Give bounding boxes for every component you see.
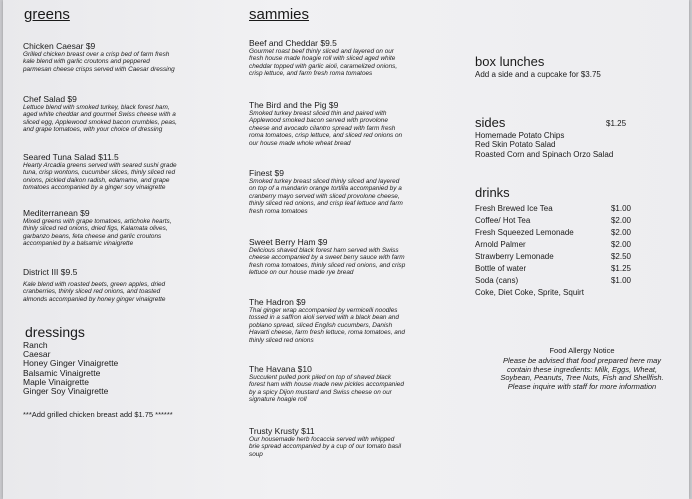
allergy-notice-text: Please be advised that food prepared here may contain these ingredients: Milk, Eggs, Wheat, Soybean, Peanuts, Tree Nuts, Fish and Shellfish. Please inquire with staff for more information xyxy=(500,356,664,391)
item-description: Smoked turkey breast sliced thinly sliced and layered on top of a mandarin orange tortilla accompanied by a cranberry mayo served with sliced provolone cheese, thinly sliced red onions, and crisp leaf lettuce and farm fresh roma tomatoes xyxy=(249,178,403,215)
drink-price: $2.00 xyxy=(610,228,631,237)
greens-heading: greens xyxy=(24,6,70,23)
drink-name: Fresh Brewed Ice Tea xyxy=(475,204,553,213)
drink-row xyxy=(475,204,631,213)
dressings-list: Ranch Caesar Honey Ginger Vinaigrette Balsamic Vinaigrette Maple Vinaigrette Ginger Soy Vinaigrette xyxy=(23,340,119,397)
sammies-heading: sammies xyxy=(249,6,310,23)
sides-list: Homemade Potato Chips Red Skin Potato Salad Roasted Corn and Spinach Orzo Salad xyxy=(475,131,614,159)
item-description: Grilled chicken breast over a crisp bed of farm fresh kale blend with garlic croutons and peppered parmesan cheese crisps served with Caesar dressing xyxy=(23,51,175,73)
item-description: Succulent pulled pork piled on top of shaved black forest ham with house made new pickles accompanied by a spicy Dijon mustard and Swiss cheese on our signature hoagie roll xyxy=(249,374,404,404)
menu-page xyxy=(3,0,689,499)
drink-name: Strawberry Lemonade xyxy=(475,252,554,261)
menu-item xyxy=(249,297,469,344)
drink-name: Arnold Palmer xyxy=(475,240,526,249)
item-name: The Havana $10 xyxy=(249,364,312,374)
drink-price: $1.00 xyxy=(610,204,631,213)
item-description: Smoked turkey breast sliced thin and paired with Applewood smoked bacon served with provolone cheese and avocado cilantro spread with farm fresh roma tomatoes, crisp lettuce, and sliced red onions on our house made whole wheat bread xyxy=(249,110,403,147)
item-description: Hearty Arcadia greens served with seared sushi grade tuna, crisp wontons, cucumber slices, thinly sliced red onions, pickled daikon radish, edamame, and grape tomatoes accompanied by a ginger soy vinaigrette xyxy=(23,162,177,192)
menu-item xyxy=(23,152,243,192)
item-name: Mediterranean $9 xyxy=(23,208,90,218)
drink-row xyxy=(475,276,631,285)
item-name: Sweet Berry Ham $9 xyxy=(249,237,328,247)
sides-price: $1.25 xyxy=(606,119,627,128)
box-lunches-heading: box lunches xyxy=(475,54,545,69)
drink-row xyxy=(475,216,631,225)
item-name: Trusty Krusty $11 xyxy=(249,426,315,436)
drink-row xyxy=(475,240,631,249)
menu-item xyxy=(23,208,243,248)
drink-name: Coke, Diet Coke, Sprite, Squirt xyxy=(475,288,584,297)
drink-row xyxy=(475,228,631,237)
drink-price: $1.00 xyxy=(610,276,631,285)
drink-price: $2.00 xyxy=(610,240,631,249)
item-description: Thai ginger wrap accompanied by vermicelli noodles tossed in a saffron aioli served with a black bean and poblano spread, sliced English cucumbers, Danish Havarti cheese, farm fresh lettuce, roma tomatoes, and thinly sliced red onions xyxy=(249,307,405,344)
menu-item xyxy=(23,41,243,73)
item-name: District III $9.5 xyxy=(23,267,78,277)
menu-item xyxy=(249,426,469,458)
item-description: Kale blend with roasted beets, green apples, dried cranberries, thinly sliced red onions, and toasted almonds accompanied by honey ginger vinaigrette xyxy=(23,281,166,303)
drink-row xyxy=(475,252,631,261)
item-name: Seared Tuna Salad $11.5 xyxy=(23,152,119,162)
menu-item xyxy=(23,267,243,303)
dressings-heading: dressings xyxy=(25,324,85,340)
item-description: Delicious shaved black forest ham served with Swiss cheese accompanied by a sweet berry sauce with farm fresh roma tomatoes, thinly sliced red onions, and crisp lettuce on our house made rye bread xyxy=(249,247,406,277)
drink-price: $1.25 xyxy=(610,264,631,273)
item-name: The Hadron $9 xyxy=(249,297,306,307)
item-name: Finest $9 xyxy=(249,168,284,178)
item-description: Mixed greens with grape tomatoes, artichoke hearts, thinly sliced red onions, dried figs, Kalamata olives, garbanzo beans, feta cheese and garlic croutons accompanied by a balsamic vinaigrette xyxy=(23,218,172,248)
chicken-addon: ***Add grilled chicken breast add $1.75 ****** xyxy=(23,410,173,419)
drink-price: $2.00 xyxy=(610,216,631,225)
drink-row xyxy=(475,264,631,273)
item-description: Gourmet roast beef thinly sliced and layered on our fresh house made hoagie roll with sliced aged white cheddar topped with garlic aioli, caramelized onions, crisp lettuce, and farm fresh roma tomatoes xyxy=(249,48,398,78)
drink-name: Soda (cans) xyxy=(475,276,519,285)
drink-price: $2.50 xyxy=(610,252,631,261)
item-name: Chicken Caesar $9 xyxy=(23,41,96,51)
menu-item xyxy=(249,100,469,147)
drinks-heading: drinks xyxy=(475,185,510,200)
box-lunches-description: Add a side and a cupcake for $3.75 xyxy=(475,70,601,79)
menu-item xyxy=(249,168,469,215)
drink-name: Bottle of water xyxy=(475,264,527,273)
item-name: The Bird and the Pig $9 xyxy=(249,100,339,110)
menu-item xyxy=(249,38,469,78)
drink-row xyxy=(475,288,675,297)
item-description: Lettuce blend with smoked turkey, black forest ham, aged white cheddar and gourmet Swiss cheese with a sliced egg, Applewood smoked bacon crumbles, peas, and grape tomatoes, with your choice of dressing xyxy=(23,104,177,134)
item-name: Beef and Cheddar $9.5 xyxy=(249,38,337,48)
drink-name: Coffee/ Hot Tea xyxy=(475,216,531,225)
allergy-notice-title: Food Allergy Notice xyxy=(549,346,615,355)
menu-item xyxy=(249,237,469,277)
menu-item xyxy=(249,364,469,404)
item-name: Chef Salad $9 xyxy=(23,94,77,104)
menu-item xyxy=(23,94,243,134)
drink-name: Fresh Squeezed Lemonade xyxy=(475,228,574,237)
item-description: Our housemade herb focaccia served with whipped brie spread accompanied by a cup of our tomato basil soup xyxy=(249,436,402,458)
sides-heading: sides xyxy=(475,115,506,130)
